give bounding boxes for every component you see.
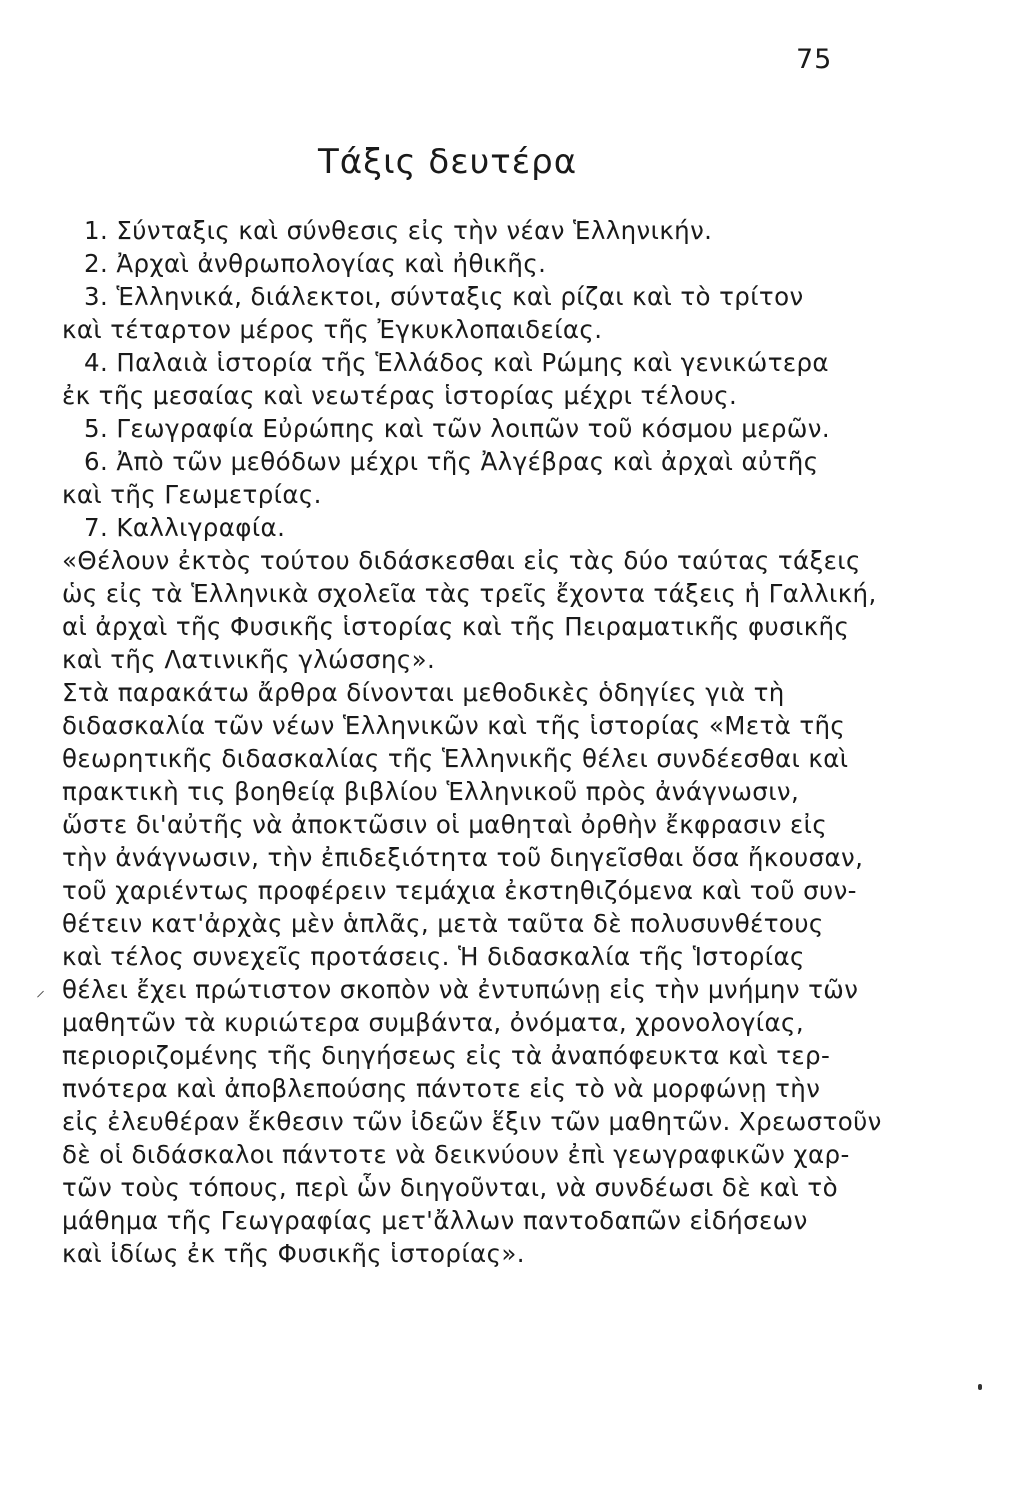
page-number: 75 bbox=[796, 44, 833, 75]
text-line: ὡς εἰς τὰ Ἑλληνικὰ σχολεῖα τὰς τρεῖς ἔχοντα τάξεις ἡ Γαλλική, bbox=[62, 579, 877, 608]
text-line: αἱ ἀρχαὶ τῆς Φυσικῆς ἱστορίας καὶ τῆς Πειραματικῆς φυσικῆς bbox=[62, 612, 850, 641]
text-line: τοῦ χαριέντως προφέρειν τεμάχια ἐκστηθιζόμενα καὶ τοῦ συν- bbox=[62, 876, 857, 905]
text-line: 4. Παλαιὰ ἱστορία τῆς Ἑλλάδος καὶ Ρώμης καὶ γενικώτερα bbox=[84, 348, 829, 377]
text-line: μαθητῶν τὰ κυριώτερα συμβάντα, ὀνόματα, χρονολογίας, bbox=[62, 1008, 805, 1037]
text-line: διδασκαλία τῶν νέων Ἑλληνικῶν καὶ τῆς ἱστορίας «Μετὰ τῆς bbox=[62, 711, 846, 740]
text-line: καὶ τῆς Λατινικῆς γλώσσης». bbox=[62, 645, 436, 674]
text-line: θεωρητικῆς διδασκαλίας τῆς Ἑλληνικῆς θέλει συνδέεσθαι καὶ bbox=[62, 744, 849, 773]
text-line: δὲ οἱ διδάσκαλοι πάντοτε νὰ δεικνύουν ἐπὶ γεωγραφικῶν χαρ- bbox=[62, 1140, 850, 1169]
text-line: εἰς ἐλευθέραν ἔκθεσιν τῶν ἰδεῶν ἕξιν τῶν μαθητῶν. Χρεωστοῦν bbox=[62, 1107, 882, 1136]
text-line: ἐκ τῆς μεσαίας καὶ νεωτέρας ἱστορίας μέχρι τέλους. bbox=[62, 381, 738, 410]
body-text bbox=[62, 214, 882, 1270]
text-line: 5. Γεωγραφία Εὐρώπης καὶ τῶν λοιπῶν τοῦ κόσμου μερῶν. bbox=[84, 414, 831, 443]
text-line: πνότερα καὶ ἀποβλεπούσης πάντοτε εἰς τὸ νὰ μορφώνῃ τὴν bbox=[62, 1074, 821, 1103]
text-line: περιοριζομένης τῆς διηγήσεως εἰς τὰ ἀναπόφευκτα καὶ τερ- bbox=[62, 1041, 831, 1070]
text-line: καὶ τέλος συνεχεῖς προτάσεις. Ἡ διδασκαλία τῆς Ἱστορίας bbox=[62, 942, 805, 971]
text-line: 2. Ἀρχαὶ ἀνθρωπολογίας καὶ ἠθικῆς. bbox=[84, 249, 547, 278]
text-line: θέτειν κατ'ἀρχὰς μὲν ἁπλᾶς, μετὰ ταῦτα δὲ πολυσυνθέτους bbox=[62, 909, 824, 938]
margin-mark: ⸝ bbox=[36, 980, 45, 1001]
text-line: 1. Σύνταξις καὶ σύνθεσις εἰς τὴν νέαν Ἑλληνικήν. bbox=[84, 216, 713, 245]
text-line: ὥστε δι'αὐτῆς νὰ ἀποκτῶσιν οἱ μαθηταὶ ὀρθὴν ἔκφρασιν εἰς bbox=[62, 810, 828, 839]
text-line: τῶν τοὺς τόπους, περὶ ὧν διηγοῦνται, νὰ συνδέωσι δὲ καὶ τὸ bbox=[62, 1173, 838, 1202]
ink-dot bbox=[978, 1384, 982, 1390]
text-line: 3. Ἑλληνικά, διάλεκτοι, σύνταξις καὶ ρίζαι καὶ τὸ τρίτον bbox=[84, 282, 804, 311]
text-line: καὶ τέταρτον μέρος τῆς Ἐγκυκλοπαιδείας. bbox=[62, 315, 603, 344]
text-line: Στὰ παρακάτω ἄρθρα δίνονται μεθοδικὲς ὁδηγίες γιὰ τὴ bbox=[62, 678, 785, 707]
text-line: 6. Ἀπὸ τῶν μεθόδων μέχρι τῆς Ἀλγέβρας καὶ ἀρχαὶ αὐτῆς bbox=[84, 447, 819, 476]
text-line: πρακτικὴ τις βοηθείᾳ βιβλίου Ἑλληνικοῦ πρὸς ἀνάγνωσιν, bbox=[62, 777, 800, 806]
text-line: τὴν ἀνάγνωσιν, τὴν ἐπιδεξιότητα τοῦ διηγεῖσθαι ὅσα ἤκουσαν, bbox=[62, 843, 864, 872]
text-line: 7. Καλλιγραφία. bbox=[84, 513, 286, 542]
text-line: μάθημα τῆς Γεωγραφίας μετ'ἄλλων παντοδαπῶν εἰδήσεων bbox=[62, 1206, 808, 1235]
text-line: καὶ ἰδίως ἐκ τῆς Φυσικῆς ἱστορίας». bbox=[62, 1239, 525, 1268]
page-heading: Τάξις δευτέρα bbox=[318, 142, 578, 182]
text-line: καὶ τῆς Γεωμετρίας. bbox=[62, 480, 322, 509]
text-line: θέλει ἔχει πρώτιστον σκοπὸν νὰ ἐντυπώνῃ εἰς τὴν μνήμην τῶν bbox=[62, 975, 859, 1004]
text-line: «Θέλουν ἐκτὸς τούτου διδάσκεσθαι εἰς τὰς δύο ταύτας τάξεις bbox=[62, 546, 861, 575]
